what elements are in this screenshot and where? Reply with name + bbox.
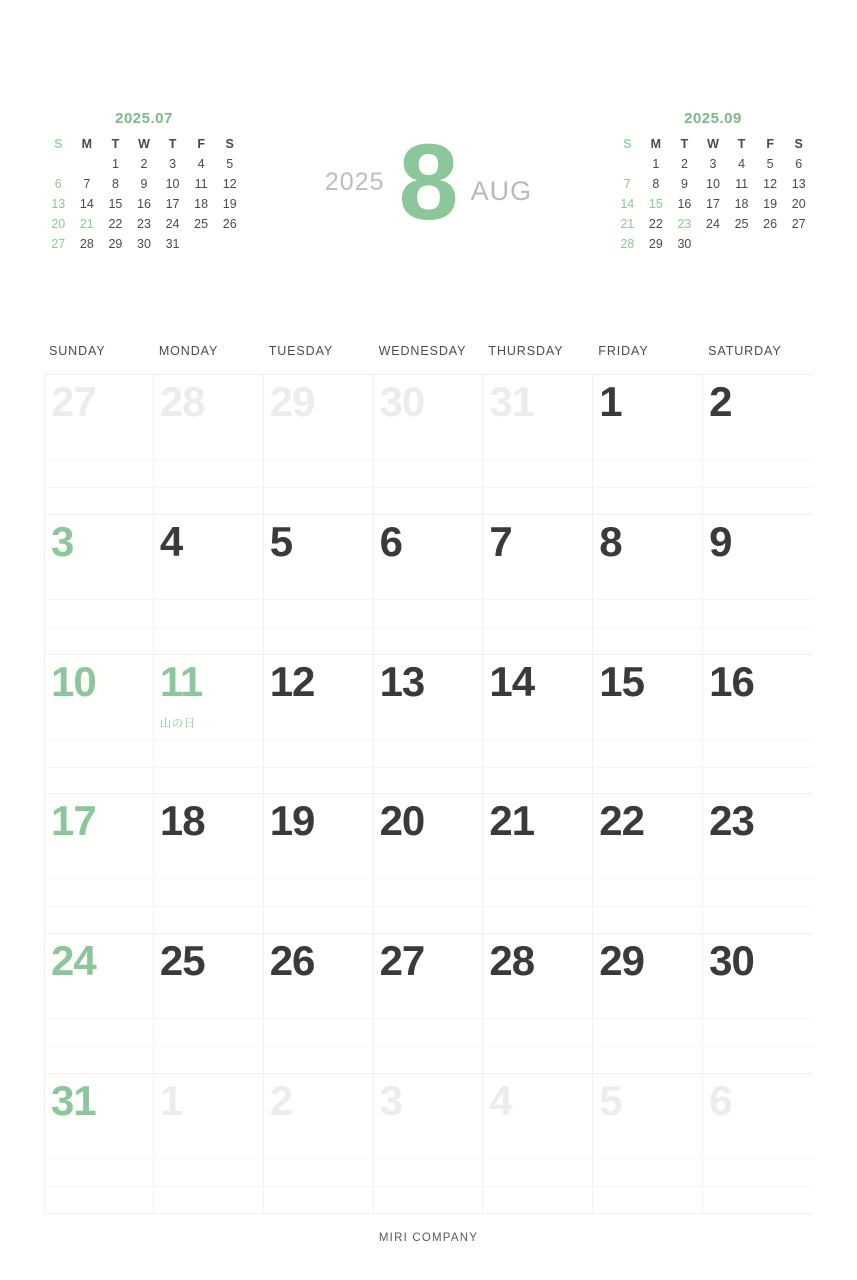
mini-day-cell: 7 [623, 177, 631, 191]
mini-weekday-label: S [623, 137, 632, 151]
mini-day-cell: 22 [648, 217, 663, 231]
cell-rule-line [45, 878, 153, 879]
cell-rule-line [154, 1158, 263, 1159]
cell-rule-line [593, 459, 702, 460]
cell-rule-line [154, 459, 263, 460]
cell-rule-line [483, 459, 592, 460]
mini-day-cell: 5 [766, 157, 774, 171]
cell-rule-line [374, 459, 483, 460]
day-number: 14 [489, 657, 535, 705]
mini-weekday-label: F [766, 137, 774, 151]
day-cell[interactable] [374, 375, 484, 515]
mini-day-cell: 20 [791, 197, 806, 211]
cell-rule-line [154, 878, 263, 879]
day-number: 13 [379, 657, 425, 705]
cell-rule-line [483, 906, 592, 907]
cell-rule-line [264, 1018, 373, 1019]
day-number: 24 [51, 937, 96, 985]
mini-day-cell: 26 [763, 217, 778, 231]
mini-weekday-label: M [650, 137, 662, 151]
mini-day-cell: 17 [706, 197, 720, 211]
day-number: 9 [709, 517, 732, 565]
day-cell[interactable] [483, 515, 593, 655]
mini-day-cell: 15 [648, 197, 663, 211]
day-number: 28 [159, 378, 205, 425]
mini-day-cell: 8 [111, 177, 119, 191]
cell-rule-line [374, 1046, 483, 1047]
cell-rule-line [154, 599, 263, 600]
day-cell[interactable] [703, 934, 813, 1074]
day-cell[interactable] [483, 934, 593, 1074]
day-number: 11 [159, 657, 203, 705]
day-cell[interactable] [44, 934, 154, 1074]
day-cell[interactable] [593, 934, 703, 1074]
day-number: 5 [269, 517, 293, 565]
mini-weekday-label: F [197, 137, 205, 151]
mini-day-cell: 30 [677, 237, 692, 251]
day-cell[interactable] [264, 1074, 374, 1214]
day-cell[interactable] [703, 655, 813, 795]
day-number: 30 [379, 378, 425, 425]
day-number: 15 [599, 657, 644, 705]
cell-rule-line [703, 487, 813, 488]
cell-rule-line [483, 1186, 592, 1187]
cell-rule-line [45, 767, 153, 768]
cell-rule-line [374, 878, 483, 879]
cell-rule-line [154, 767, 263, 768]
cell-rule-line [703, 878, 813, 879]
cell-rule-line [703, 1158, 813, 1159]
day-cell[interactable] [483, 794, 593, 934]
cell-rule-line [45, 739, 153, 740]
day-cell[interactable] [264, 794, 374, 934]
cell-rule-line [45, 1186, 153, 1187]
cell-rule-line [703, 1186, 813, 1187]
cell-rule-line [593, 1158, 702, 1159]
mini-day-cell: 16 [137, 197, 151, 211]
day-number: 22 [599, 797, 644, 845]
mini-day-cell: 20 [51, 217, 66, 231]
mini-day-cell: 14 [79, 197, 94, 211]
month-abbreviation: AUG [470, 175, 533, 206]
day-number: 5 [599, 1077, 622, 1125]
cell-rule-line [593, 627, 702, 628]
day-number: 3 [379, 1077, 402, 1125]
mini-day-cell: 5 [226, 157, 234, 171]
cell-rule-line [483, 1158, 592, 1159]
mini-day-cell: 21 [620, 217, 635, 231]
cell-rule-line [45, 599, 153, 600]
cell-rule-line [374, 1018, 483, 1019]
day-number: 28 [489, 937, 535, 985]
day-cell[interactable] [374, 1074, 484, 1214]
day-cell[interactable] [703, 515, 813, 655]
cell-rule-line [264, 599, 373, 600]
cell-rule-line [154, 487, 263, 488]
cell-rule-line [154, 1186, 263, 1187]
mini-day-cell: 18 [734, 197, 749, 211]
mini-day-cell: 10 [706, 177, 720, 191]
mini-day-cell: 19 [222, 197, 237, 211]
cell-rule-line [374, 1186, 483, 1187]
day-number: 29 [269, 378, 315, 425]
day-event-note: 山の日 [159, 717, 196, 730]
cell-rule-line [264, 906, 373, 907]
day-number: 26 [269, 937, 315, 985]
day-number: 7 [489, 517, 512, 565]
day-cell[interactable] [703, 794, 813, 934]
cell-rule-line [45, 906, 153, 907]
cell-rule-line [593, 1018, 702, 1019]
mini-day-cell: 8 [652, 177, 660, 191]
mini-day-cell [613, 157, 642, 171]
day-number: 4 [159, 517, 183, 565]
mini-calendar-next-title: 2025.09 [684, 110, 742, 127]
cell-rule-line [593, 739, 702, 740]
mini-weekday-label: T [737, 137, 746, 151]
mini-weekday-label: M [81, 137, 93, 151]
day-cell[interactable] [154, 515, 264, 655]
weekday-header-row [44, 344, 813, 358]
cell-rule-line [264, 767, 373, 768]
cell-rule-line [703, 599, 813, 600]
day-cell[interactable] [593, 375, 703, 515]
day-number: 1 [599, 378, 622, 425]
mini-day-cell: 26 [222, 217, 237, 231]
mini-weekday-label: T [111, 137, 120, 151]
cell-rule-line [45, 627, 153, 628]
day-cell[interactable] [593, 794, 703, 934]
mini-day-cell: 14 [620, 197, 635, 211]
cell-rule-line [483, 487, 592, 488]
day-cell[interactable] [154, 655, 264, 795]
mini-day-cell: 3 [709, 157, 717, 171]
day-number: 29 [599, 937, 644, 985]
cell-rule-line [593, 599, 702, 600]
cell-rule-line [703, 767, 813, 768]
cell-rule-line [264, 1158, 373, 1159]
day-number: 8 [599, 517, 622, 565]
day-cell[interactable] [44, 515, 154, 655]
cell-rule-line [264, 739, 373, 740]
weekday-label-wednesday: WEDNESDAY [378, 344, 467, 358]
cell-rule-line [154, 739, 263, 740]
cell-rule-line [593, 906, 702, 907]
mini-day-cell: 18 [194, 197, 209, 211]
mini-day-cell: 23 [137, 217, 151, 231]
footer-company: MIRI COMPANY [378, 1232, 479, 1244]
mini-day-cell: 16 [677, 197, 692, 211]
mini-day-cell: 6 [54, 177, 62, 191]
mini-day-cell [73, 157, 102, 171]
mini-day-cell: 7 [83, 177, 91, 191]
cell-rule-line [483, 599, 592, 600]
mini-day-cell: 10 [165, 177, 180, 191]
day-cell[interactable] [264, 934, 374, 1074]
cell-rule-line [703, 459, 813, 460]
mini-weekday-label: S [54, 137, 63, 151]
mini-day-cell [44, 157, 73, 171]
cell-rule-line [264, 487, 373, 488]
day-number: 6 [379, 517, 402, 565]
weekday-label-saturday: SATURDAY [708, 344, 782, 358]
mini-day-cell [784, 237, 813, 251]
day-cell[interactable] [154, 934, 264, 1074]
mini-day-cell [187, 237, 216, 251]
cell-rule-line [703, 627, 813, 628]
mini-calendar-previous [44, 110, 244, 251]
mini-day-cell: 11 [194, 177, 208, 191]
cell-rule-line [703, 906, 813, 907]
cell-rule-line [374, 906, 483, 907]
cell-rule-line [374, 739, 483, 740]
cell-rule-line [483, 627, 592, 628]
mini-calendar-previous-title: 2025.07 [115, 110, 173, 127]
day-number: 3 [51, 517, 74, 565]
mini-day-cell: 29 [108, 237, 123, 251]
day-number: 19 [269, 797, 315, 845]
day-number: 31 [489, 378, 535, 425]
mini-day-cell: 25 [194, 217, 209, 231]
mini-day-cell: 28 [620, 237, 635, 251]
cell-rule-line [154, 906, 263, 907]
day-cell[interactable] [703, 375, 813, 515]
cell-rule-line [45, 459, 153, 460]
cell-rule-line [593, 487, 702, 488]
cell-rule-line [374, 1158, 483, 1159]
day-number: 18 [159, 797, 205, 845]
cell-rule-line [264, 627, 373, 628]
cell-rule-line [593, 767, 702, 768]
cell-rule-line [45, 1158, 153, 1159]
day-number: 16 [709, 657, 754, 705]
mini-day-cell [215, 237, 244, 251]
day-number: 23 [709, 797, 754, 845]
year-label: 2025 [324, 167, 385, 196]
day-number: 6 [709, 1077, 732, 1125]
day-number: 10 [51, 657, 96, 705]
mini-day-cell: 24 [165, 217, 180, 231]
mini-day-cell: 27 [51, 237, 66, 251]
mini-weekday-label: S [794, 137, 803, 151]
mini-day-cell: 13 [791, 177, 806, 191]
day-cell[interactable] [154, 1074, 264, 1214]
cell-rule-line [703, 739, 813, 740]
day-number: 21 [489, 797, 535, 845]
day-cell[interactable] [483, 1074, 593, 1214]
mini-weekday-label: T [680, 137, 689, 151]
mini-day-cell: 1 [111, 157, 119, 171]
cell-rule-line [374, 599, 483, 600]
day-cell[interactable] [374, 794, 484, 934]
mini-day-cell: 17 [165, 197, 180, 211]
day-number: 27 [51, 378, 96, 425]
mini-calendar-next-grid [613, 137, 813, 251]
day-cell[interactable] [593, 1074, 703, 1214]
cell-rule-line [154, 1046, 263, 1047]
day-cell[interactable] [374, 655, 484, 795]
cell-rule-line [483, 1018, 592, 1019]
mini-day-cell: 4 [197, 157, 205, 171]
day-number: 4 [489, 1077, 512, 1125]
day-cell[interactable] [374, 515, 484, 655]
day-cell[interactable] [44, 375, 154, 515]
day-cell[interactable] [154, 794, 264, 934]
weekday-label-tuesday: TUESDAY [268, 344, 334, 358]
month-day-grid [44, 374, 813, 1214]
cell-rule-line [483, 878, 592, 879]
mini-weekday-label: T [168, 137, 177, 151]
mini-day-cell: 22 [108, 217, 123, 231]
mini-day-cell: 9 [140, 177, 148, 191]
cell-rule-line [483, 767, 592, 768]
cell-rule-line [593, 1046, 702, 1047]
cell-rule-line [483, 739, 592, 740]
day-cell[interactable] [44, 794, 154, 934]
month-title-block [324, 110, 533, 242]
weekday-label-thursday: THURSDAY [488, 344, 564, 358]
mini-day-cell [727, 237, 756, 251]
day-number: 2 [709, 378, 732, 425]
cell-rule-line [593, 878, 702, 879]
mini-day-cell: 29 [648, 237, 663, 251]
mini-calendar-previous-grid [44, 137, 244, 251]
cell-rule-line [154, 1018, 263, 1019]
cell-rule-line [593, 1186, 702, 1187]
day-number: 30 [709, 937, 754, 985]
mini-day-cell [699, 237, 728, 251]
day-cell[interactable] [483, 655, 593, 795]
day-cell[interactable] [264, 655, 374, 795]
day-cell[interactable] [483, 375, 593, 515]
mini-day-cell: 2 [140, 157, 148, 171]
cell-rule-line [264, 1046, 373, 1047]
mini-day-cell: 31 [165, 237, 180, 251]
day-cell[interactable] [593, 515, 703, 655]
day-cell[interactable] [264, 515, 374, 655]
day-cell[interactable] [374, 934, 484, 1074]
cell-rule-line [45, 1046, 153, 1047]
day-cell[interactable] [154, 375, 264, 515]
mini-day-cell: 6 [795, 157, 803, 171]
day-cell[interactable] [44, 655, 154, 795]
cell-rule-line [374, 767, 483, 768]
mini-day-cell: 12 [222, 177, 237, 191]
day-number: 1 [159, 1077, 183, 1125]
mini-day-cell: 2 [680, 157, 688, 171]
mini-day-cell: 24 [706, 217, 720, 231]
weekday-label-sunday: SUNDAY [49, 344, 106, 358]
day-cell[interactable] [264, 375, 374, 515]
mini-day-cell: 28 [79, 237, 94, 251]
cell-rule-line [45, 1018, 153, 1019]
cell-rule-line [483, 1046, 592, 1047]
mini-day-cell: 4 [738, 157, 746, 171]
mini-day-cell: 1 [652, 157, 660, 171]
cell-rule-line [264, 878, 373, 879]
cell-rule-line [703, 1018, 813, 1019]
mini-day-cell: 25 [734, 217, 749, 231]
mini-day-cell: 19 [763, 197, 778, 211]
mini-day-cell: 30 [137, 237, 151, 251]
cell-rule-line [703, 1046, 813, 1047]
day-number: 27 [379, 937, 425, 985]
day-number: 17 [51, 797, 96, 845]
day-cell[interactable] [703, 1074, 813, 1214]
cell-rule-line [264, 1186, 373, 1187]
mini-weekday-label: S [225, 137, 234, 151]
mini-day-cell [756, 237, 785, 251]
mini-calendar-next [613, 110, 813, 251]
day-number: 20 [379, 797, 425, 845]
mini-day-cell: 9 [680, 177, 688, 191]
mini-weekday-label: W [707, 137, 719, 151]
mini-day-cell: 12 [763, 177, 778, 191]
cell-rule-line [374, 627, 483, 628]
month-number: 8 [398, 121, 457, 242]
weekday-label-friday: FRIDAY [598, 344, 649, 358]
mini-weekday-label: W [138, 137, 150, 151]
cell-rule-line [264, 459, 373, 460]
day-cell[interactable] [593, 655, 703, 795]
day-number: 25 [159, 937, 205, 985]
calendar-header [0, 110, 857, 300]
mini-day-cell: 11 [735, 177, 749, 191]
weekday-label-monday: MONDAY [158, 344, 219, 358]
mini-day-cell: 27 [791, 217, 806, 231]
mini-day-cell: 15 [108, 197, 123, 211]
day-cell[interactable] [44, 1074, 154, 1214]
day-number: 31 [51, 1077, 96, 1125]
day-number: 12 [269, 657, 315, 705]
mini-day-cell: 13 [51, 197, 66, 211]
mini-day-cell: 21 [79, 217, 94, 231]
cell-rule-line [154, 627, 263, 628]
cell-rule-line [45, 487, 153, 488]
day-number: 2 [269, 1077, 293, 1125]
mini-day-cell: 3 [169, 157, 177, 171]
mini-day-cell: 23 [677, 217, 692, 231]
cell-rule-line [374, 487, 483, 488]
